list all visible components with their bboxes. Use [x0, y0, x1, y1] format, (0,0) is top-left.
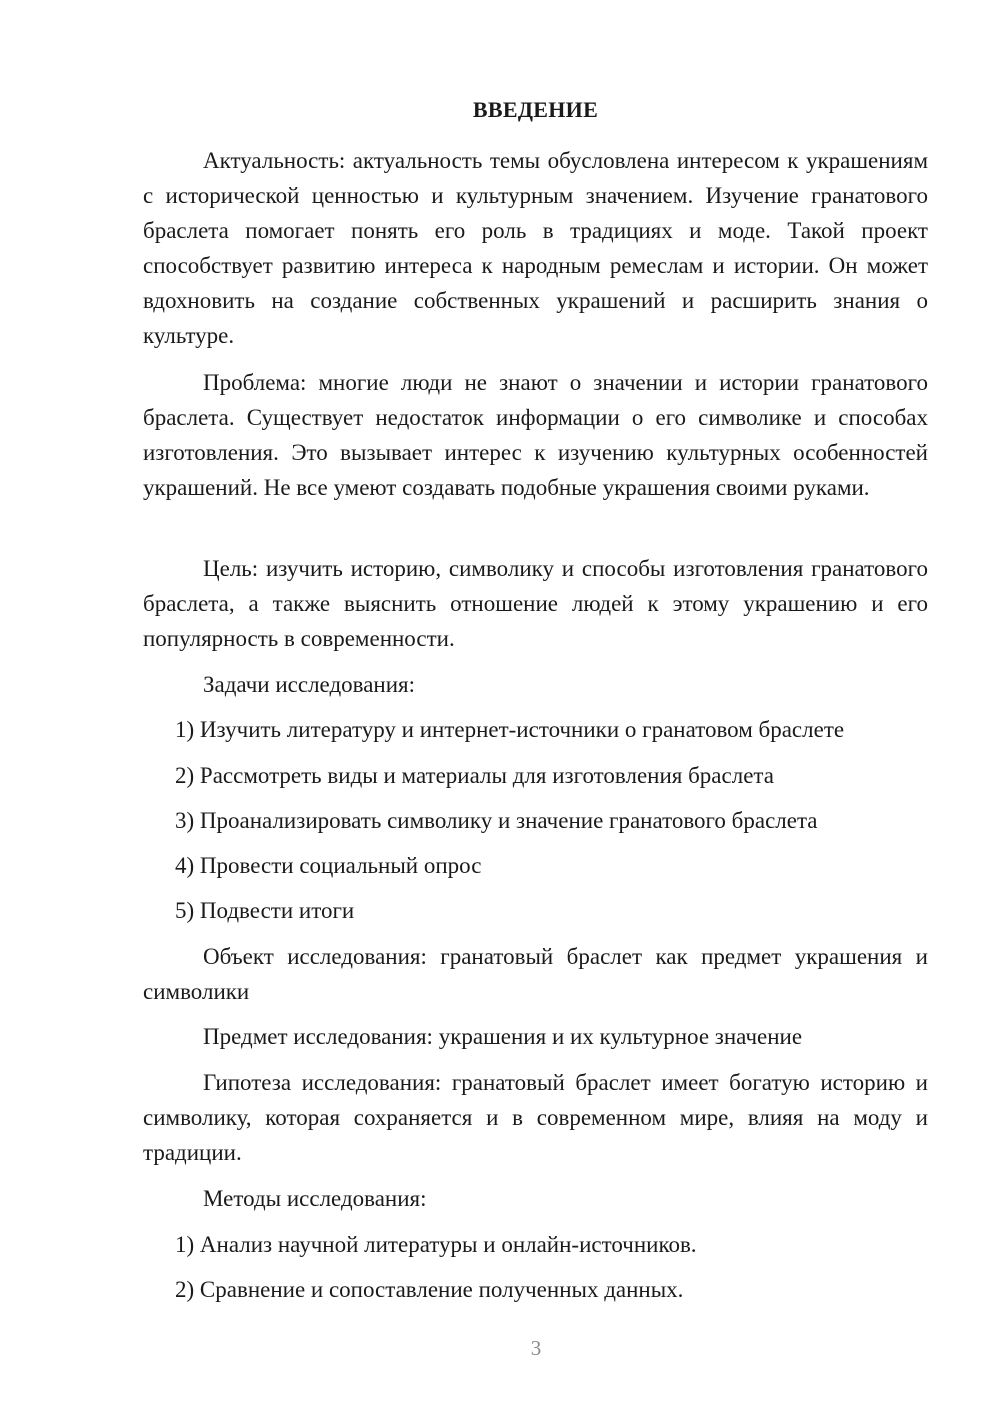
list-item: 5) Подвести итоги	[175, 898, 355, 923]
list-item: 2) Сравнение и сопоставление полученных данных.	[175, 1277, 684, 1302]
hypothesis-paragraph: Гипотеза исследования: гранатовый браслет имеет богатую историю и символику, которая сохраняется и в современном мире, влияя на моду и традиции.	[143, 1070, 928, 1165]
subject-paragraph: Предмет исследования: украшения и их культурное значение	[203, 1024, 803, 1049]
page-number: 3	[530, 1336, 542, 1360]
list-item: 3) Проанализировать символику и значение гранатового браслета	[175, 808, 818, 833]
tasks-heading: Задачи исследования:	[203, 672, 416, 697]
page-title: ВВЕДЕНИЕ	[472, 97, 599, 122]
relevance-paragraph: Актуальность: актуальность темы обусловлена интересом к украшениям с исторической ценностью и культурным значением. Изучение гранатового браслета помогает понять его роль в традициях и моде. Такой проект способствует развитию интереса к народным ремеслам и истории. Он может вдохновить на создание собственных украшений и расширить знания о культуре.	[143, 148, 928, 348]
object-paragraph: Объект исследования: гранатовый браслет как предмет украшения и символики	[143, 944, 928, 1004]
list-item: 1) Анализ научной литературы и онлайн-источников.	[175, 1232, 697, 1257]
list-item: 4) Провести социальный опрос	[175, 853, 482, 878]
goal-paragraph: Цель: изучить историю, символику и способы изготовления гранатового браслета, а также выяснить отношение людей к этому украшению и его популярность в современности.	[143, 556, 928, 651]
list-item: 2) Рассмотреть виды и материалы для изготовления браслета	[175, 763, 774, 788]
problem-paragraph: Проблема: многие люди не знают о значении и истории гранатового браслета. Существует недостаток информации о его символике и способах изготовления. Это вызывает интерес к изучению культурных особенностей украшений. Не все умеют создавать подобные украшения своими руками.	[143, 370, 928, 500]
list-item: 1) Изучить литературу и интернет-источники о гранатовом браслете	[175, 717, 845, 742]
methods-heading: Методы исследования:	[203, 1186, 427, 1211]
